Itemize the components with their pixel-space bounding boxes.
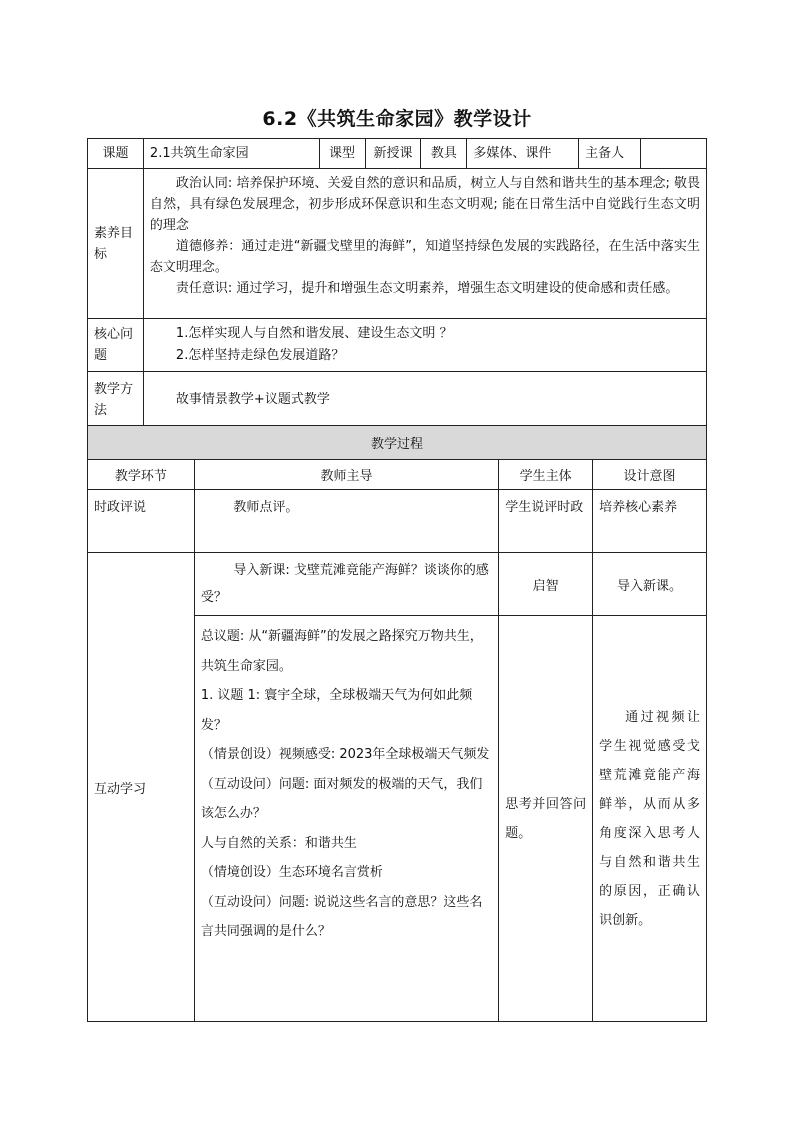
- teacher-line: 人与自然的关系：和谐共生: [200, 835, 357, 851]
- stage-interactive: 互动学习: [88, 553, 195, 1022]
- lesson-value: 2.1共筑生命家园: [143, 139, 319, 169]
- method-value-cell: [143, 372, 706, 428]
- process-heading: 教学过程: [88, 426, 707, 460]
- tools-value: 多媒体、课件: [467, 139, 579, 169]
- col-stage: 教学环节: [88, 460, 195, 490]
- method-label: 教学方法: [88, 372, 144, 428]
- core-question-2: 2.怎样坚持走绿色发展道路？: [175, 348, 345, 363]
- stage-news: 时政评说: [88, 490, 195, 553]
- teacher-line: （互动设问）问题: 说说这些名言的意思？这些名言共同强调的是什么？: [200, 894, 483, 939]
- goal-political: 政治认同: 培养保护环境、关爱自然的意识和品质，树立人与自然和谐共生的基本理念; 敬畏自然，具有绿色发展理念，初步形成环保意识和生态文明观; 能在日常生活中自觉践行生态文明的理念: [149, 176, 700, 233]
- col-teacher: 教师主导: [194, 460, 498, 490]
- teacher-news: 教师点评。: [233, 500, 299, 515]
- literacy-label: 素养目标: [88, 169, 144, 319]
- preparer-label: 主备人: [579, 139, 641, 169]
- literacy-goals: [143, 169, 706, 319]
- core-questions-label: 核心问题: [88, 319, 144, 372]
- lesson-info-table: [87, 138, 707, 428]
- teacher-news-cell: [194, 490, 498, 553]
- teacher-line: （情景创设）视频感受: 2023年全球极端天气频发: [200, 747, 490, 762]
- goal-moral: 道德修养：通过走进“新疆戈壁里的海鲜”，知道坚持绿色发展的实践路径，在生活中落实生态文明理念。: [149, 239, 700, 275]
- teacher-line: （互动设问）问题: 面对频发的极端的天气，我们该怎么办？: [200, 776, 483, 821]
- teacher-intro-cell: [194, 553, 498, 616]
- core-questions: [143, 319, 706, 372]
- student-intro: 启智: [499, 553, 593, 616]
- teacher-intro: 导入新课: 戈壁荒滩竟能产海鲜？谈谈你的感受？: [200, 563, 489, 605]
- core-question-1: 1.怎样实现人与自然和谐发展、建设生态文明 ？: [175, 326, 453, 341]
- col-intent: 设计意图: [593, 460, 707, 490]
- tools-label: 教具: [421, 139, 467, 169]
- teacher-line: 1. 议题 1: 寰宇全球，全球极端天气为何如此频发？: [200, 688, 473, 733]
- teacher-main-cell: [194, 616, 498, 1022]
- preparer-value: [641, 139, 707, 169]
- document-title: 6.2《共筑生命家园》教学设计: [262, 108, 532, 130]
- type-label: 课型: [319, 139, 365, 169]
- teacher-line: （情境创设）生态环境名言赏析: [200, 865, 383, 880]
- col-student: 学生主体: [499, 460, 593, 490]
- method-value: 故事情景教学+议题式教学: [175, 392, 330, 407]
- goal-responsibility: 责任意识: 通过学习，提升和增强生态文明素养，增强生态文明建设的使命感和责任感。: [175, 281, 679, 296]
- process-table: [87, 425, 707, 1022]
- lesson-label: 课题: [88, 139, 144, 169]
- teacher-line: 总议题: 从“新疆海鲜”的发展之路探究万物共生，共筑生命家园。: [200, 629, 483, 674]
- type-value: 新授课: [365, 139, 421, 169]
- teacher-main: [201, 620, 492, 947]
- student-news: 学生说评时政: [499, 490, 593, 553]
- intent-intro: 导入新课。: [593, 553, 707, 616]
- intent-main: 通过视频让学生视觉感受戈壁荒滩竟能产海鲜举，从而从多角度深入思考人与自然和谐共生的原因，正确认识创新。: [593, 616, 707, 1022]
- intent-news: 培养核心素养: [593, 490, 707, 553]
- student-main: 思考并回答问题。: [499, 616, 593, 1022]
